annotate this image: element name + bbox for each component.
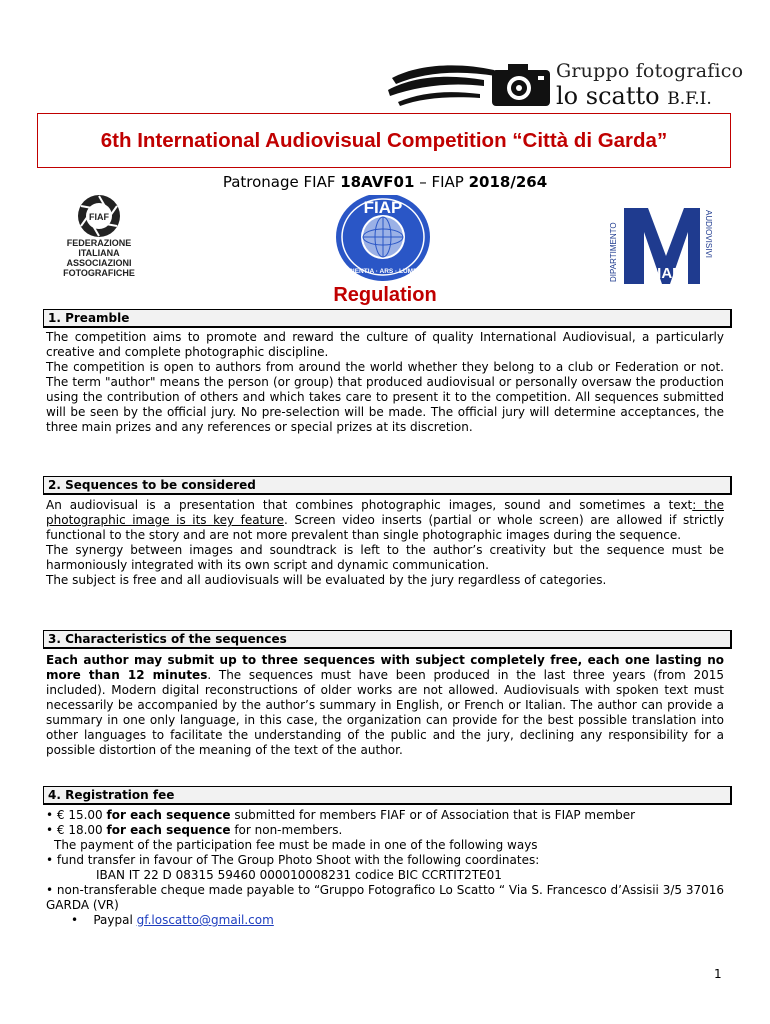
section-body-registration-fee — [46, 808, 724, 928]
fiaf-aperture-icon — [56, 194, 142, 240]
dipartimento-audiovisivi-logo — [604, 206, 716, 286]
page-number: 1 — [714, 967, 722, 981]
fee-members: • € 15.00 for each sequence submitted for members FIAF or of Association that is FIAP member — [46, 808, 636, 822]
svg-text:DIPARTIMENTO: DIPARTIMENTO — [609, 222, 618, 282]
fiaf-name: FEDERAZIONE ITALIANA ASSOCIAZIONI FOTOGRAFICHE — [63, 238, 135, 278]
logo-line2: lo scatto B.F.I. — [556, 82, 712, 110]
payment-transfer: • fund transfer in favour of The Group Photo Shoot with the following coordinates: — [46, 853, 540, 867]
payment-cheque: • non-transferable cheque made payable to “Gruppo Fotografico Lo Scatto “ Via S. Francesco d’Assisii 3/5 37016 GARDA (VR) — [46, 883, 724, 912]
payment-paypal: • Paypal gf.loscatto@gmail.com — [71, 913, 274, 927]
logo-line1: Gruppo fotografico — [556, 60, 744, 82]
fiaf-logo — [56, 194, 136, 290]
svg-text:SCIENTIA · ARS · LUMEN: SCIENTIA · ARS · LUMEN — [343, 268, 423, 275]
payment-intro: The payment of the participation fee must be made in one of the following ways — [54, 838, 538, 852]
section-body-characteristics: Each author may submit up to three sequences with subject completely free, each one lasting no more than 12 minutes. The sequences must have been produced in the last three years (from 2015 included). Modern digital reconstructions of older works are not allowed. Audiovisuals with spoken text must necessarily be accompanied by the author’s summary in English, or French or Italian. The author can provide a summary in one only language, in this case, the organization can provide for the best possible translation into other languages to facilitate the understanding of the public and the jury, declining any responsibility for a possible distortion of the meaning of the text of the author. — [46, 653, 724, 757]
camera-brushstroke-icon — [388, 56, 558, 112]
fiap-logo — [318, 195, 448, 287]
fiap-code: 2018/264 — [468, 173, 548, 191]
title-box — [37, 113, 731, 168]
fiap-globe-icon — [318, 195, 448, 287]
document-title: 6th International Audiovisual Competition “Città di Garda” — [100, 128, 668, 152]
fee-non-members: • € 18.00 for each sequence for non-members. — [46, 823, 343, 837]
patronage-line: Patronage FIAF 18AVF01 – FIAP 2018/264 — [222, 173, 548, 191]
dipartimento-icon — [604, 206, 716, 286]
section-header-registration-fee: 4. Registration fee — [43, 786, 732, 805]
paypal-email-link[interactable]: gf.loscatto@gmail.com — [136, 913, 274, 927]
section-header-characteristics: 3. Characteristics of the sequences — [43, 630, 732, 649]
section-body-preamble: The competition aims to promote and reward the culture of quality International Audiovisual, a particularly creative and complete photographic discipline. The competition is open to authors from around the world whether they belong to a club or Federation or not. The term "author" means the person (or group) that produced audiovisual or personally oversaw the production using the contribution of others and which takes care to present it to the competition. All sequences submitted will be seen by the official jury. No pre-selection will be made. The official jury will determine acceptances, the three main prizes and any references or special prizes at its discretion. — [46, 330, 724, 434]
gruppo-fotografico-logo — [388, 56, 744, 112]
svg-text:FIAF: FIAF — [89, 212, 109, 222]
svg-text:FIAF: FIAF — [648, 265, 682, 282]
iban-line: IBAN IT 22 D 08315 59460 000010008231 codice BIC CCRTIT2TE01 — [96, 868, 502, 882]
fiaf-code: 18AVF01 — [340, 173, 415, 191]
section-body-sequences: An audiovisual is a presentation that combines photographic images, sound and sometimes a text: the photographic image is its key feature. Screen video inserts (partial or whole screen) are allowed if strictly functional to the story and are not more prevalent than single photographic images during the sequence. The synergy between images and soundtrack is left to the author’s creativity but the sequence must be harmoniously integrated with its own script and dynamic communication. The subject is free and all audiovisuals will be evaluated by the jury regardless of categories. — [46, 498, 724, 587]
svg-text:AUDIOVISIVI: AUDIOVISIVI — [704, 210, 713, 259]
section-header-preamble: 1. Preamble — [43, 309, 732, 328]
section-header-sequences: 2. Sequences to be considered — [43, 476, 732, 495]
regulation-heading: Regulation — [333, 284, 437, 306]
svg-text:FIAP: FIAP — [363, 198, 403, 217]
